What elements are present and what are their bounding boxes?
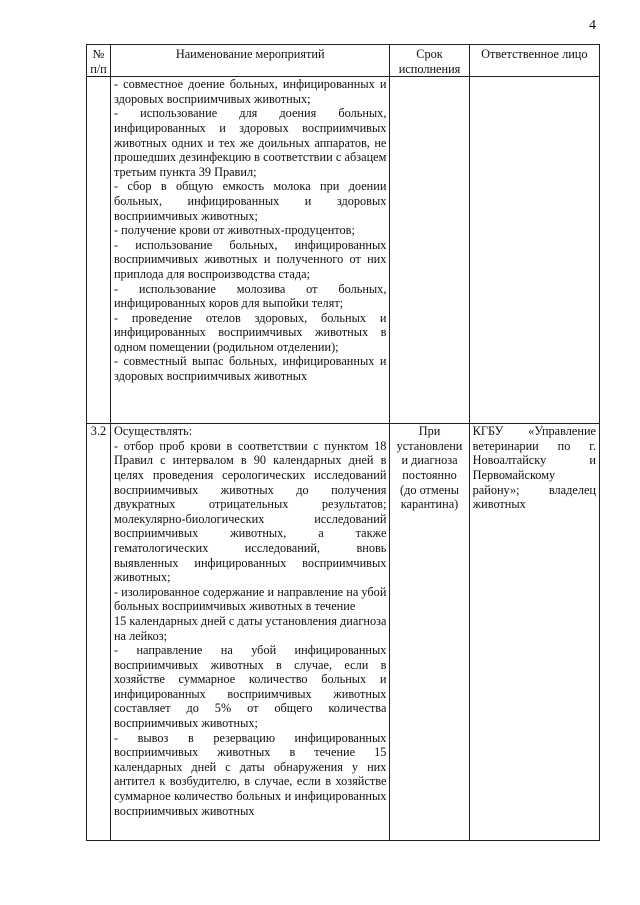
measure-item: - получение крови от животных-продуцентов; [113, 223, 355, 238]
header-name: Наименование мероприятий [110, 45, 389, 77]
measure-item: Осуществлять: [113, 424, 193, 439]
row-term [390, 77, 469, 424]
table-row [87, 424, 600, 841]
measure-item: - направление на убой инфицированных восприимчивых животных в случае, если в хозяйстве суммарное количество больных и инфицированных восприимчивых животных составляет до 5% от общего количества восприимчивых животных; [113, 643, 387, 731]
measure-item: - совместное доение больных, инфицированных и здоровых восприимчивых животных; [113, 77, 387, 106]
row-measures [110, 424, 389, 841]
header-term: Срок исполнения [390, 45, 469, 77]
measure-item: - отбор проб крови в соответствии с пунктом 18 Правил с интервалом в 90 календарных дней в целях проведения серологических исследований восприимчивых животных до получения двукратных отрицательных результатов; молекулярно-биологических исследований восприимчивых животных, а также гематологических исследований, вновь выявленных инфицированных восприимчивых животных; [113, 438, 387, 585]
row-num [87, 77, 111, 424]
measure-item: 15 календарных дней с даты установления диагноза на лейкоз; [113, 613, 387, 643]
measure-item: - использование для доения больных, инфицированных и здоровых восприимчивых животных одних и тех же доильных аппаратов, не прошедших дезинфекцию в соответствии с абзацем третьим пункта 39 Правил; [113, 106, 387, 179]
row-term: При установлени и диагноза постоянно (до отмены карантина) [390, 424, 469, 841]
measure-item: - вывоз в резервацию инфицированных восприимчивых животных в течение 15 календарных дней с даты обнаружения у них антител к возбудителю, в случае, если в хозяйстве суммарное количество больных и инфицированных восприимчивых животных [113, 730, 387, 818]
measures-table [86, 44, 600, 841]
row-num: 3.2 [87, 424, 111, 841]
row-measures [110, 77, 389, 424]
header-num: № п/п [87, 45, 111, 77]
table-header-row [87, 45, 600, 77]
measure-item: - изолированное содержание и направление на убой больных восприимчивых животных в течение [113, 584, 387, 614]
measure-item: - совместный выпас больных, инфицированных и здоровых восприимчивых животных [113, 354, 387, 384]
measure-item: - использование больных, инфицированных восприимчивых животных и полученного от них приплода для воспроизводства стада; [113, 237, 387, 281]
table-row [87, 77, 600, 424]
row-responsible [469, 77, 599, 424]
measure-item: - проведение отелов здоровых, больных и инфицированных восприимчивых животных в одном помещении (родильном отделении); [113, 310, 387, 354]
page-number: 4 [589, 18, 596, 33]
measure-item: - сбор в общую емкость молока при доении больных, инфицированных и здоровых восприимчивых животных; [113, 179, 387, 223]
measure-item: - использование молозива от больных, инфицированных коров для выпойки телят; [113, 281, 387, 311]
header-responsible: Ответственное лицо [469, 45, 599, 77]
row-responsible: КГБУ «Управление ветеринарии по г. Новоалтайску и Первомайскому району»; владелец животных [469, 424, 599, 841]
